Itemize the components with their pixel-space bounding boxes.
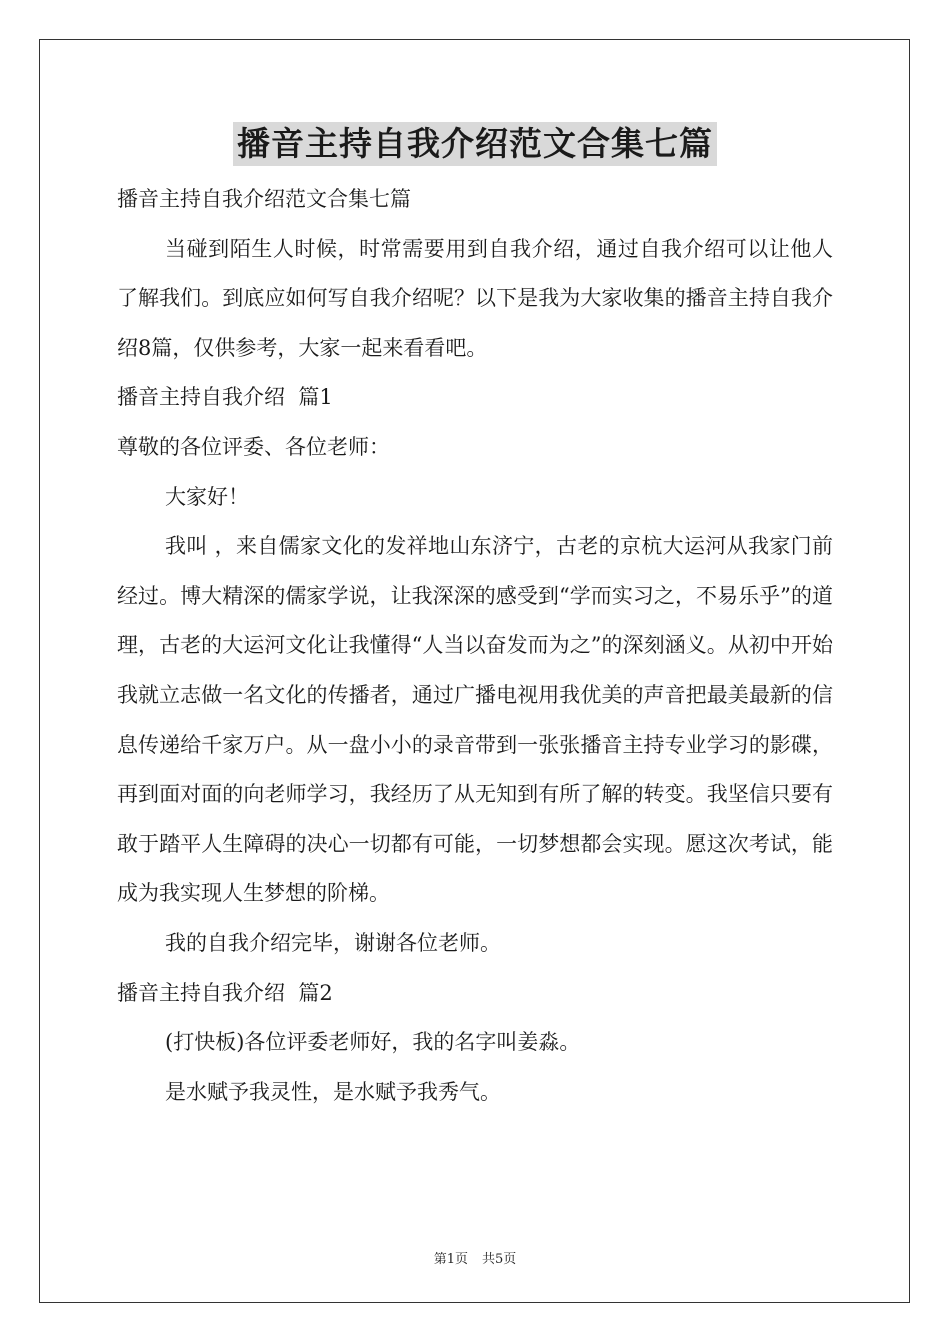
greeting-paragraph: 大家好！ (165, 484, 249, 509)
body-paragraph: 我叫 ，来自儒家文化的发祥地山东济宁，古老的京杭大运河从我家门前经过。博大精深的儒家学说，让我深深的感受到“学而实习之，不易乐乎”的道理，古老的大运河文化让我懂得“人当以奋发而为之”的深刻涵义。从初中开始我就立志做一名文化的传播者，通过广播电视用我优美的声音把最美最新的信息传递给千家万户。从一盘小小的录音带到一张张播音主持专业学习的影碟，再到面对面的向老师学习，我经历了从无知到有所了解的转变。我坚信只要有敢于踏平人生障碍的决心一切都有可能，一切梦想都会实现。愿这次考试，能成为我实现人生梦想的阶梯。 (117, 534, 833, 906)
document-title-text: 播音主持自我介绍范文合集七篇 (233, 122, 717, 166)
page-footer (0, 1248, 950, 1267)
section-2-paragraph-1: (打快板)各位评委老师好，我的名字叫姜淼。 (165, 1030, 581, 1055)
salutation: 尊敬的各位评委、各位老师： (117, 434, 390, 459)
page-number: 第1页 (433, 1252, 468, 1267)
intro-paragraph: 当碰到陌生人时候，时常需要用到自我介绍，通过自我介绍可以让他人了解我们。到底应如何写自我介绍呢？以下是我为大家收集的播音主持自我介绍8篇，仅供参考，大家一起来看看吧。 (117, 236, 833, 360)
document-body (117, 175, 833, 1117)
document-title (0, 122, 950, 166)
section-2-paragraph-2: 是水赋予我灵性，是水赋予我秀气。 (165, 1079, 501, 1104)
section-heading-2: 播音主持自我介绍 篇2 (117, 980, 333, 1005)
page-total: 共5页 (482, 1252, 517, 1267)
section-heading-1: 播音主持自我介绍 篇1 (117, 385, 333, 410)
closing-paragraph: 我的自我介绍完毕，谢谢各位老师。 (165, 930, 501, 955)
subtitle-line: 播音主持自我介绍范文合集七篇 (117, 187, 411, 211)
